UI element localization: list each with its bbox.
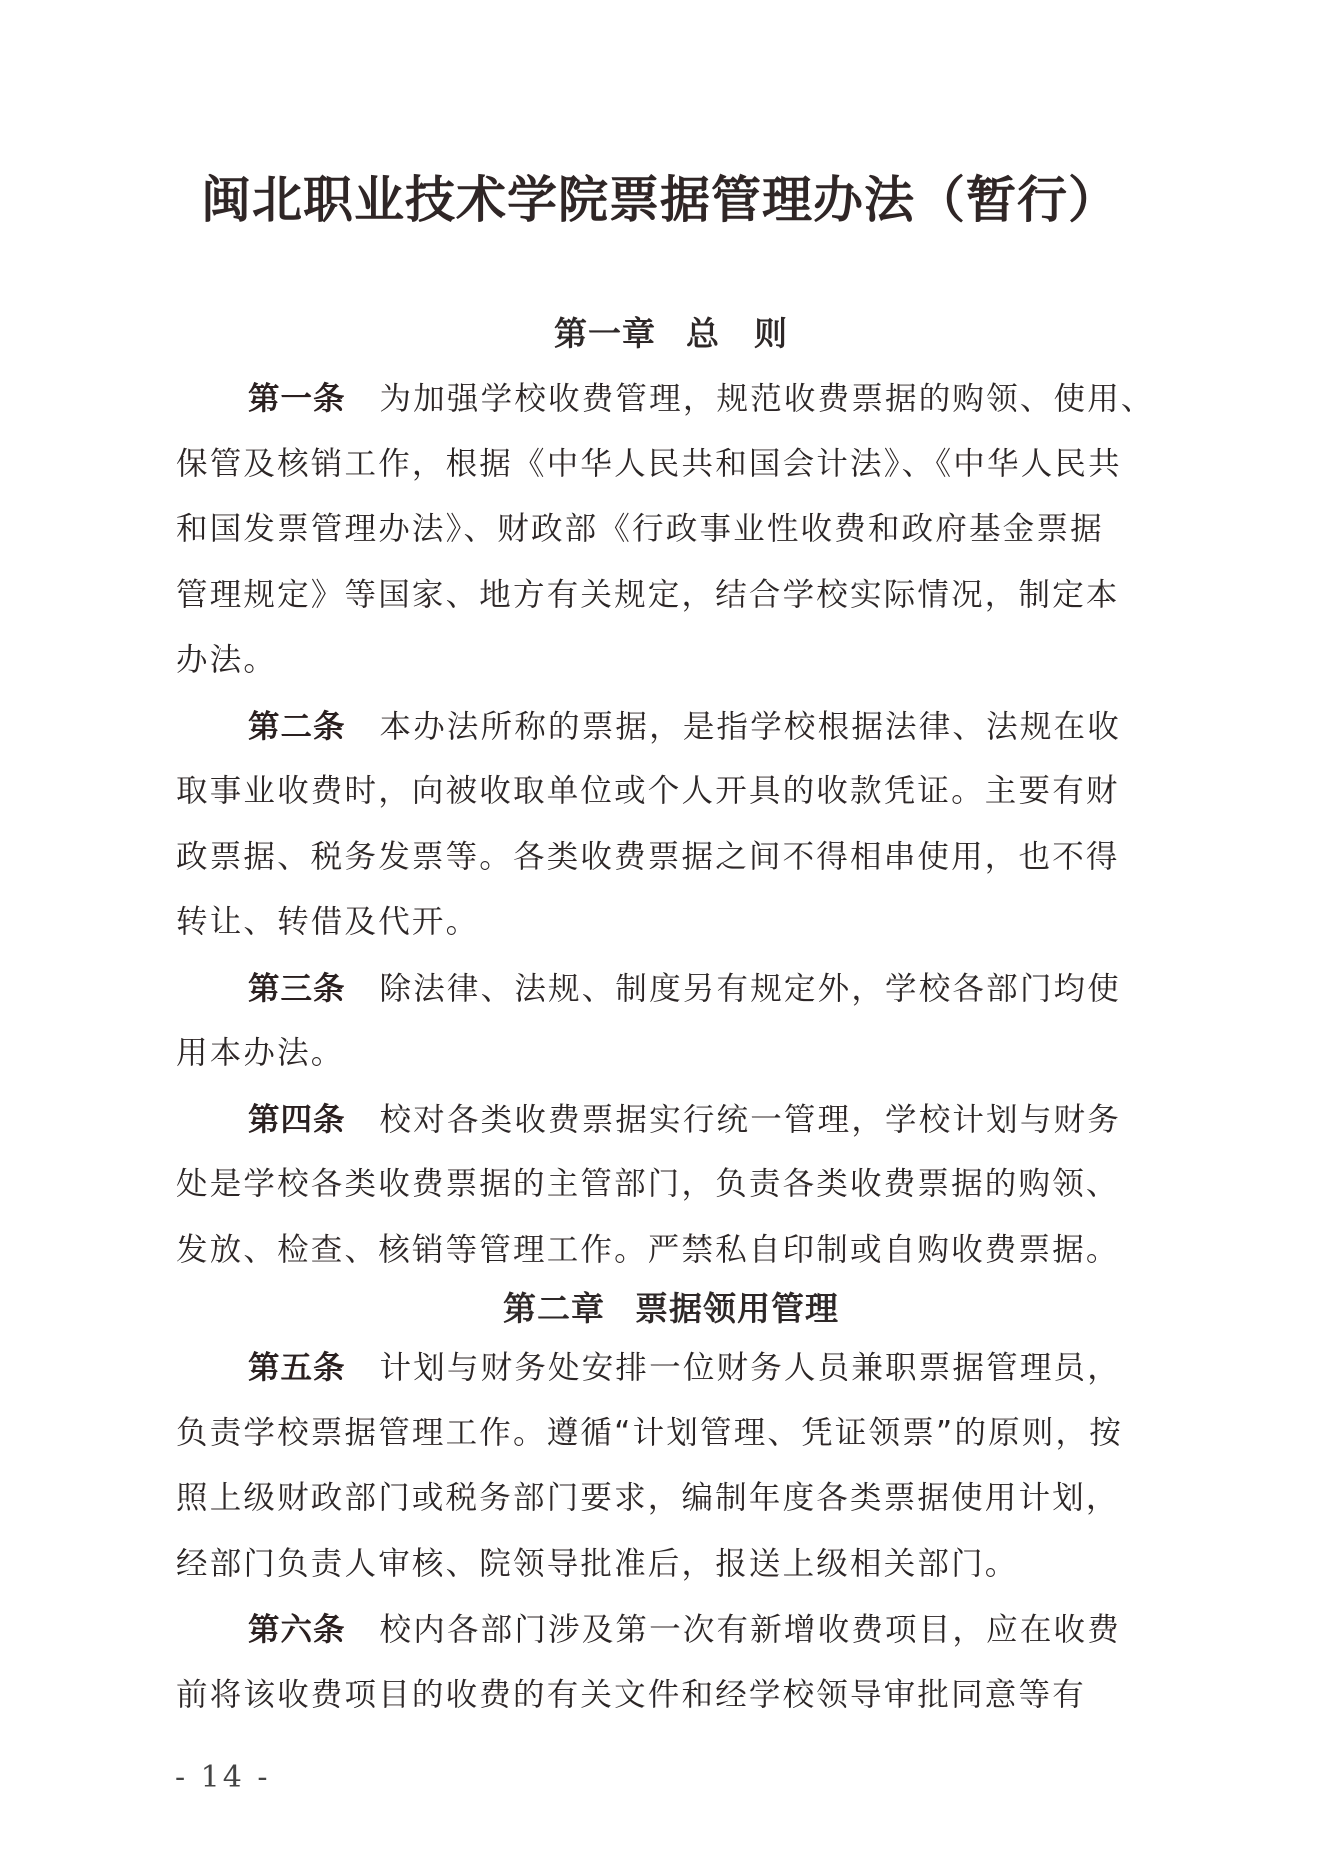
article-text-line: 管理规定》等国家、地方有关规定，结合学校实际情况，制定本 [176,576,1120,613]
article-first-line [176,1597,1166,1663]
document-body [176,302,1166,1728]
article-text: 计划与财务处安排一位财务人员兼职票据管理员， [379,1350,1121,1386]
article-text-line: 发放、检查、核销等管理工作。严禁私自印制或自购收费票据。 [176,1231,1120,1268]
article-label: 第二条 [248,707,346,745]
article-label: 第六条 [248,1611,346,1648]
article-label: 第四条 [248,1100,346,1138]
article-label: 第五条 [248,1349,346,1386]
chapter-title: 总 则 [686,314,788,353]
article-first-line [176,956,1166,1022]
article-text-line: 照上级财政部门或税务部门要求，编制年度各类票据使用计划， [176,1480,1120,1516]
chapter-number: 第二章 [503,1289,605,1328]
article-text: 本办法所称的票据，是指学校根据法律、法规在收 [379,708,1121,745]
article-text: 除法律、法规、制度另有规定外，学校各部门均使 [379,970,1121,1007]
article-text-line: 前将该收费项目的收费的有关文件和经学校领导审批同意等有 [176,1676,1086,1713]
article-text-line: 负责学校票据管理工作。遵循“计划管理、凭证领票”的原则，按 [176,1414,1123,1451]
chapter-title: 票据领用管理 [635,1289,839,1328]
article-text-line: 取事业收费时，向被收取单位或个人开具的收款凭证。主要有财 [176,773,1120,809]
article-text: 为加强学校收费管理，规范收费票据的购领、使用、 [379,381,1155,417]
article-label: 第三条 [248,969,346,1007]
chapter-number: 第一章 [554,314,656,353]
article-text-line: 处是学校各类收费票据的主管部门，负责各类收费票据的购领、 [176,1166,1120,1202]
article-text-line: 转让、转借及代开。 [176,904,480,940]
article-first-line [176,1335,1166,1401]
article-text-line: 办法。 [176,642,278,678]
article-text-line: 经部门负责人审核、院领导批准后，报送上级相关部门。 [176,1545,1019,1582]
document-title: 闽北职业技术学院票据管理办法（暂行） [201,170,1119,229]
article-first-line [176,366,1166,432]
article-text-line: 用本办法。 [176,1035,345,1071]
page-number: - 14 - [175,1760,271,1795]
article-text-line: 保管及核销工作，根据《中华人民共和国会计法》、《中华人民共 [176,445,1122,482]
article-text-line: 和国发票管理办法》、财政部《行政事业性收费和政府基金票据 [176,511,1104,547]
article-first-line [176,694,1166,760]
article-first-line [176,1087,1166,1153]
article-text-line: 政票据、税务发票等。各类收费票据之间不得相串使用，也不得 [176,838,1120,875]
article-text: 校内各部门涉及第一次有新增收费项目，应在收费 [379,1612,1121,1648]
article-label: 第一条 [248,380,346,417]
chapter-heading [176,302,1166,366]
chapter-heading [176,1283,1166,1335]
article-text: 校对各类收费票据实行统一管理，学校计划与财务 [379,1101,1121,1138]
